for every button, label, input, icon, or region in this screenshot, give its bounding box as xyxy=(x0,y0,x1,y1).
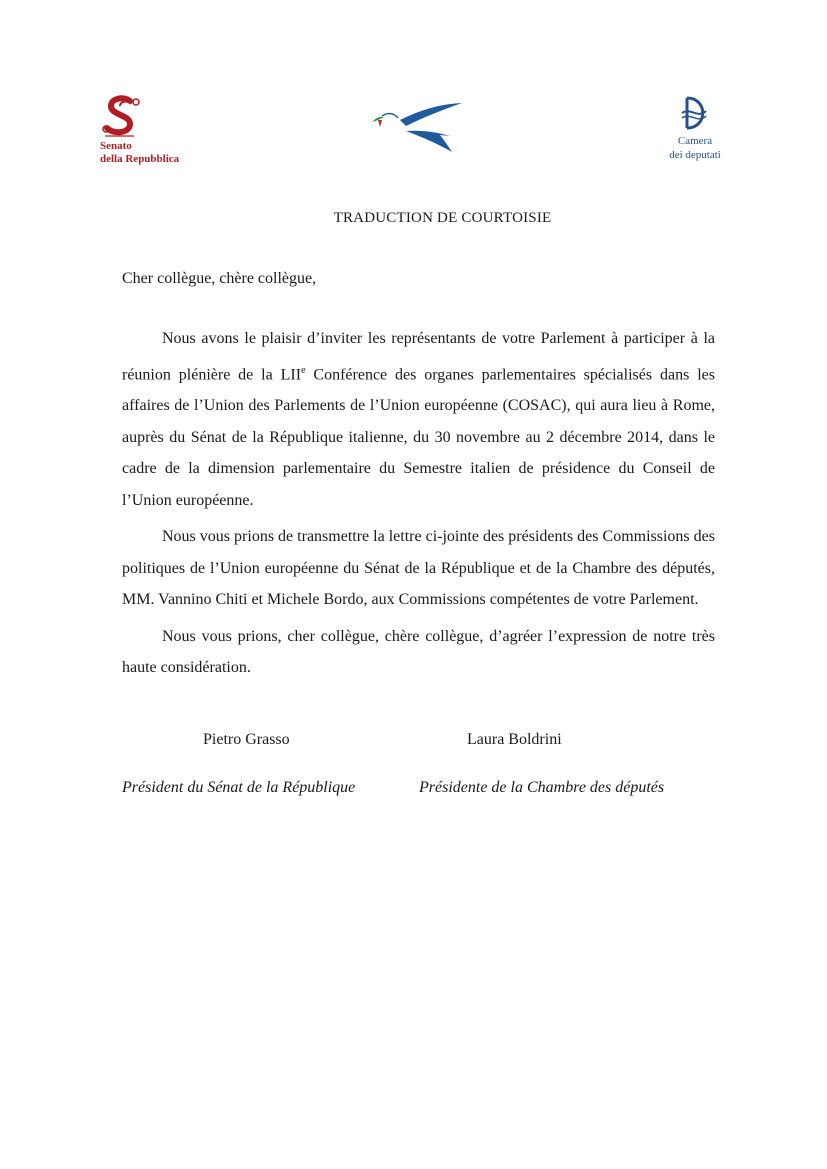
letter-body xyxy=(122,323,715,689)
camera-logo xyxy=(660,93,730,161)
paragraph-1-part-b: Conférence des organes parlementaires spécialisés dans les affaires de l’Union des Parlements de l’Union européenne (COSAC), qui aura lieu à Rome, auprès du Sénat de la République italienne, du 30 novembre au 2 décembre 2014, dans le cadre de la dimension parlementaire du Semestre italien de présidence du Conseil de l’Union européenne. xyxy=(122,365,715,509)
signatory-name-boldrini: Laura Boldrini xyxy=(467,731,562,748)
signatory-title-grasso: Président du Sénat de la République xyxy=(122,779,356,796)
camera-label-line2: dei deputati xyxy=(669,149,721,161)
senato-label-line1: Senato xyxy=(100,140,132,152)
senato-logo xyxy=(100,95,220,165)
senato-label-line2: della Repubblica xyxy=(100,153,180,165)
senato-s-emblem-icon xyxy=(100,95,148,139)
salutation: Cher collègue, chère collègue, xyxy=(122,270,317,287)
document-title: TRADUCTION DE COURTOISIE xyxy=(333,210,552,226)
swallow-icon xyxy=(370,100,465,160)
paragraph-3: Nous vous prions, cher collègue, chère collègue, d’agréer l’expression de notre très haute considération. xyxy=(122,627,715,677)
paragraph-1-part-a: Nous avons le plaisir d’inviter les représentants de votre Parlement à participer à la réunion plénière de la LII xyxy=(122,330,715,383)
camera-emblem-icon xyxy=(678,93,712,133)
signatory-name-grasso: Pietro Grasso xyxy=(203,731,290,748)
paragraph-1 xyxy=(122,323,715,516)
ordinal-superscript: e xyxy=(301,364,306,376)
signatory-title-boldrini: Présidente de la Chambre des députés xyxy=(419,779,665,796)
paragraph-2: Nous vous prions de transmettre la lettre ci-jointe des présidents des Commissions des politiques de l’Union européenne du Sénat de la République et de la Chambre des députés, MM. Vannino Chiti et Michele Bordo, aux Commissions compétentes de votre Parlement. xyxy=(122,528,715,609)
camera-label-line1: Camera xyxy=(677,135,713,147)
presidency-logo xyxy=(370,100,465,160)
